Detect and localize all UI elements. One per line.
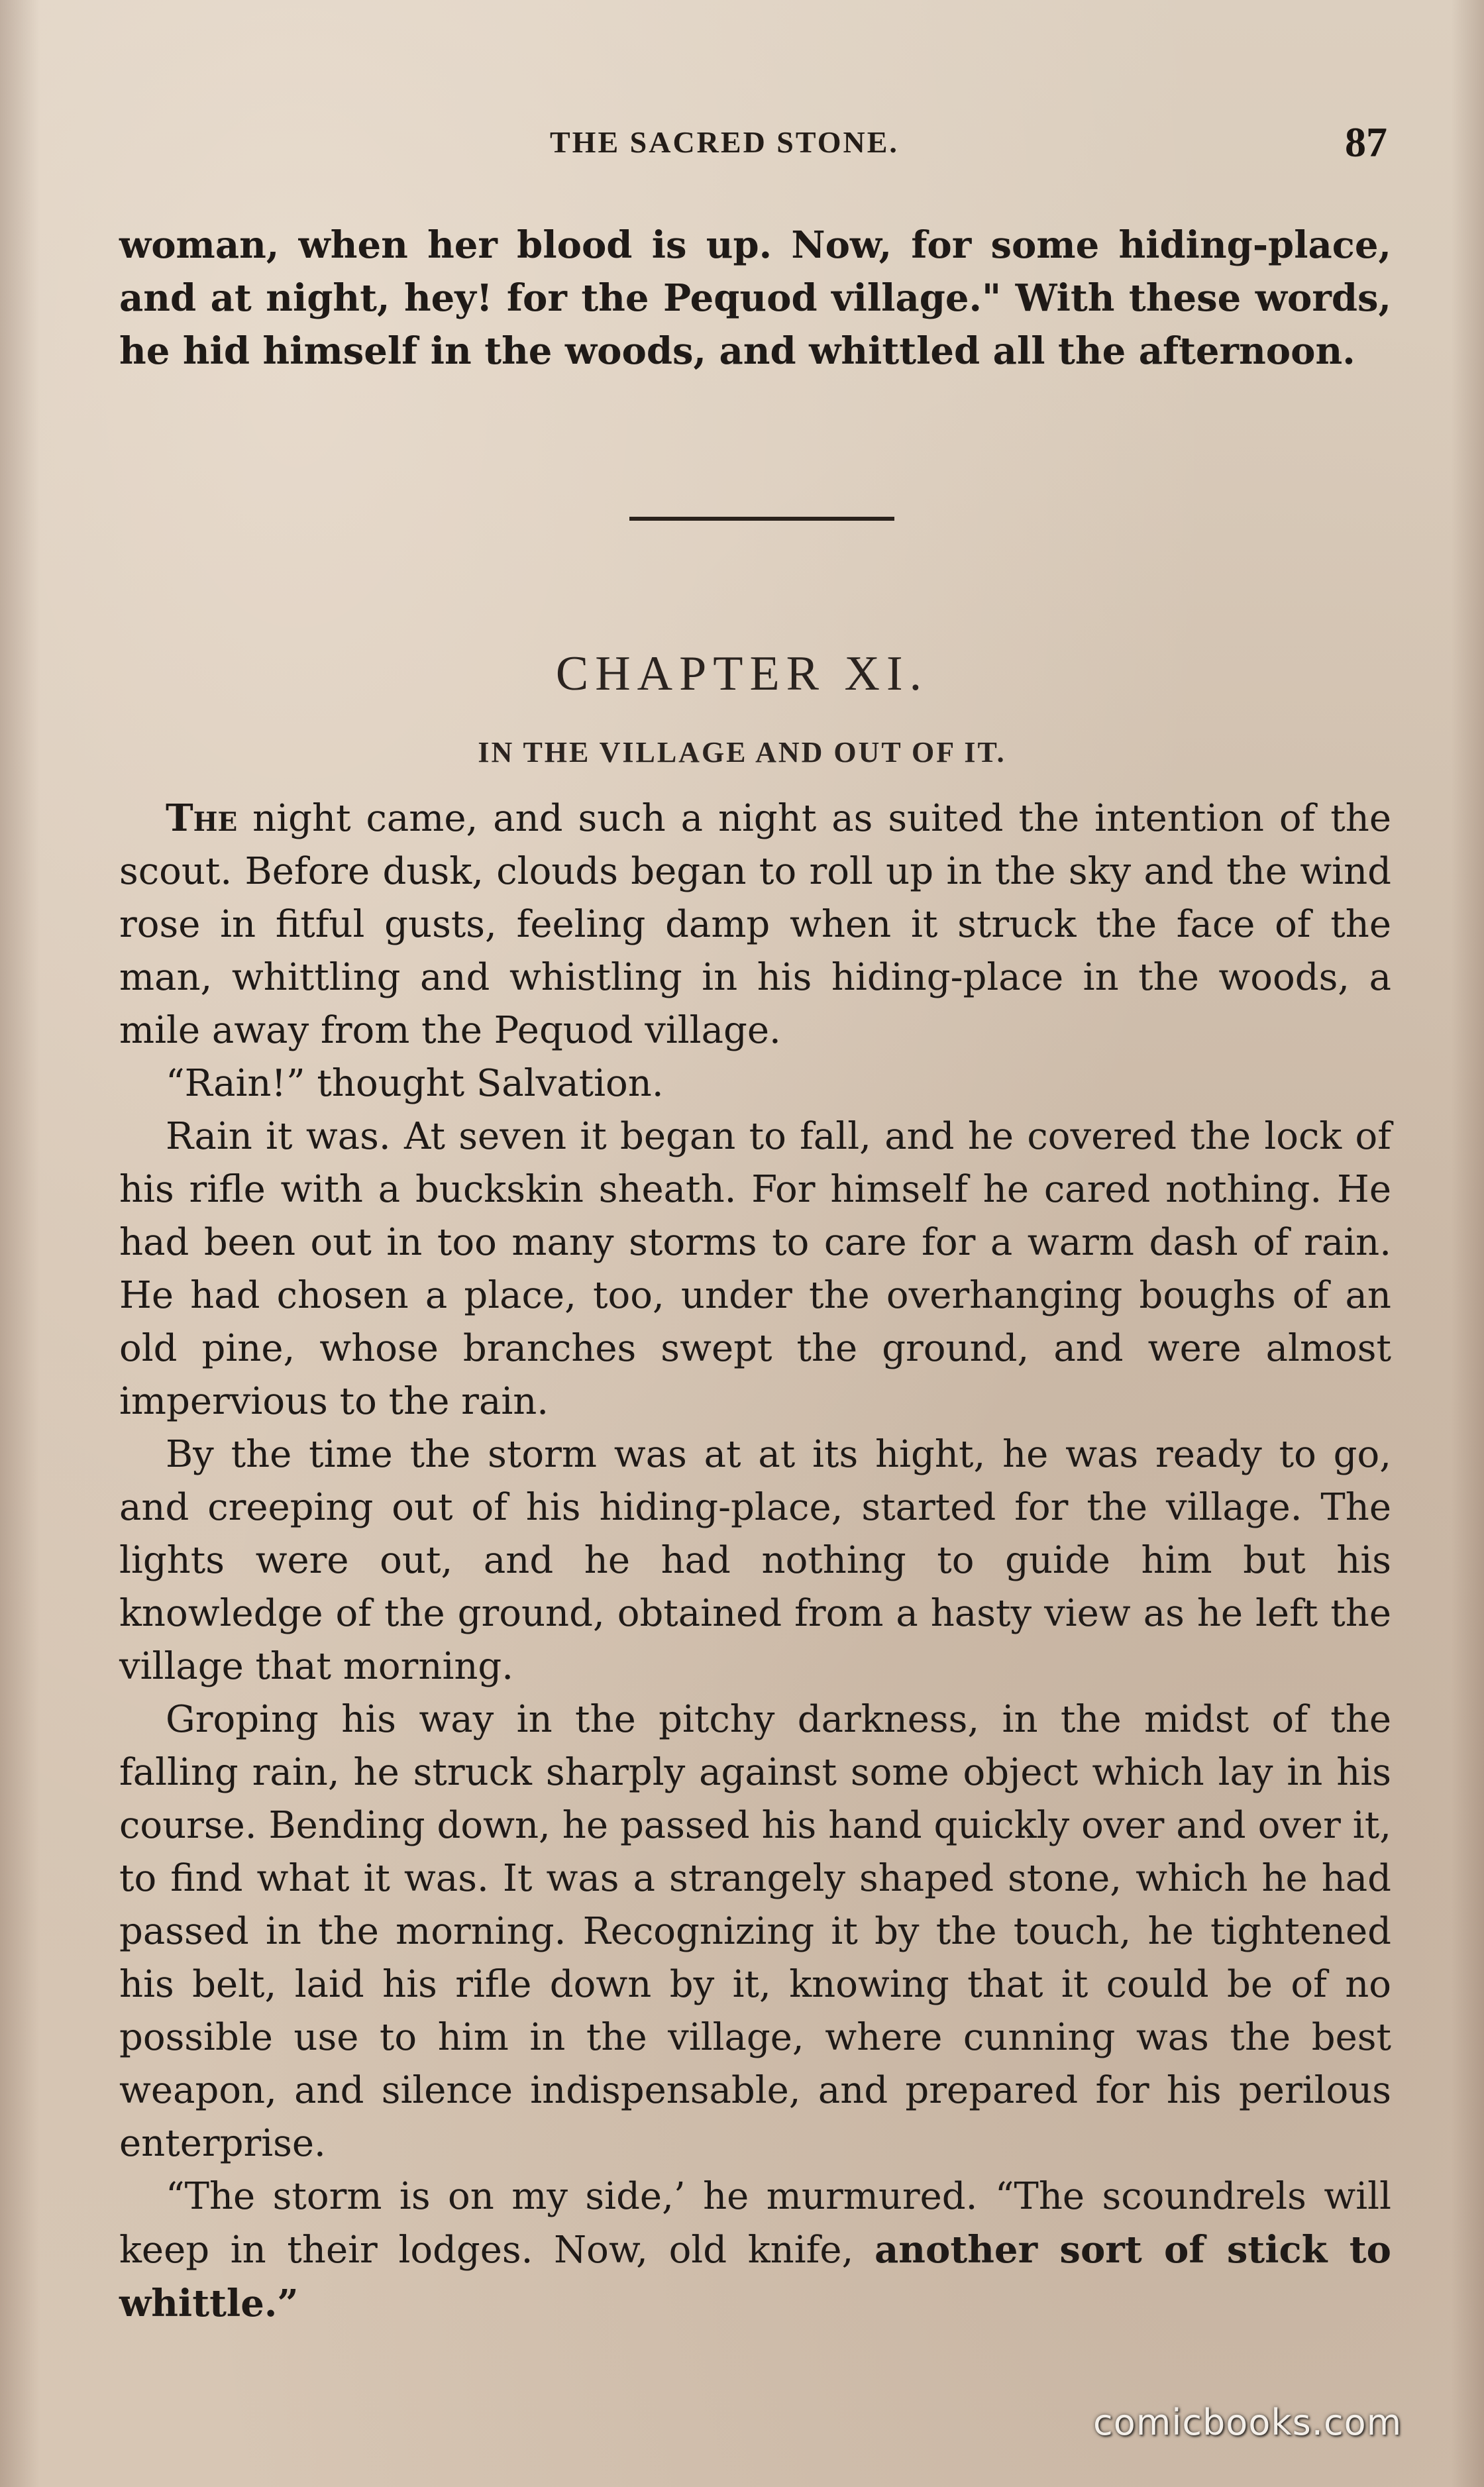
opening-paragraph: woman, when her blood is up. Now, for some hiding-place, and at night, hey! for the Pequod village." With these words, he hid himself in the woods, and whittled all the afternoon.	[119, 223, 1391, 373]
opening-paragraph-block	[119, 219, 1391, 378]
paragraph	[119, 2170, 1391, 2331]
paragraph: Rain it was. At seven it began to fall, and he covered the lock of his rifle with a buckskin sheath. For himself he cared nothing. He had been out in too many storms to care for a warm dash of rain. He had chosen a place, too, under the overhanging boughs of an old pine, whose branches swept the ground, and were almost impervious to the rain.	[119, 1115, 1391, 1423]
paragraph-lead-word: The	[166, 796, 238, 840]
chapter-heading: CHAPTER XI.	[555, 647, 929, 701]
paragraph-text: “The storm is on my side,’ he murmured. “The scoundrels will keep in their lodges. Now, old knife,	[119, 2175, 1391, 2272]
paragraph: Groping his way in the pitchy darkness, in the midst of the falling rain, he struck sharply against some object which lay in his course. Bending down, he passed his hand quickly over and over it, to find what it was. It was a strangely shaped stone, which he had passed in the morning. Recognizing it by the touch, he tightened his belt, laid his rifle down by it, knowing that it could be of no possible use to him in the village, where cunning was the best weapon, and silence indispensable, and prepared for his perilous enterprise.	[119, 1698, 1391, 2165]
paragraph: “Rain!” thought Salvation.	[166, 1062, 664, 1105]
running-head	[0, 118, 1484, 171]
chapter-body	[119, 792, 1391, 2331]
paragraph-text: night came, and such a night as suited the intention of the scout. Before dusk, clouds began to roll up in the sky and the wind rose in fitful gusts, feeling damp when it struck the face of the man, whittling and whistling in his hiding-place in the woods, a mile away from the Pequod village.	[119, 797, 1391, 1052]
chapter-subtitle: IN THE VILLAGE AND OUT OF IT.	[478, 736, 1006, 768]
page-number: 87	[1345, 119, 1387, 166]
section-divider	[629, 517, 894, 521]
paragraph: By the time the storm was at at its hight, he was ready to go, and creeping out of his hiding-place, started for the village. The lights were out, and he had nothing to guide him but his knowledge of the ground, obtained from a hasty view as he left the village that morning.	[119, 1433, 1391, 1688]
page-shadow-left	[0, 0, 40, 2487]
running-title: THE SACRED STONE.	[550, 125, 899, 159]
watermark: comicbooks.com	[1093, 2402, 1403, 2443]
paragraph-bold-tail: another sort of stick to whittle.”	[119, 2228, 1392, 2325]
paragraph	[119, 792, 1391, 1057]
page-shadow-right	[1451, 0, 1484, 2487]
